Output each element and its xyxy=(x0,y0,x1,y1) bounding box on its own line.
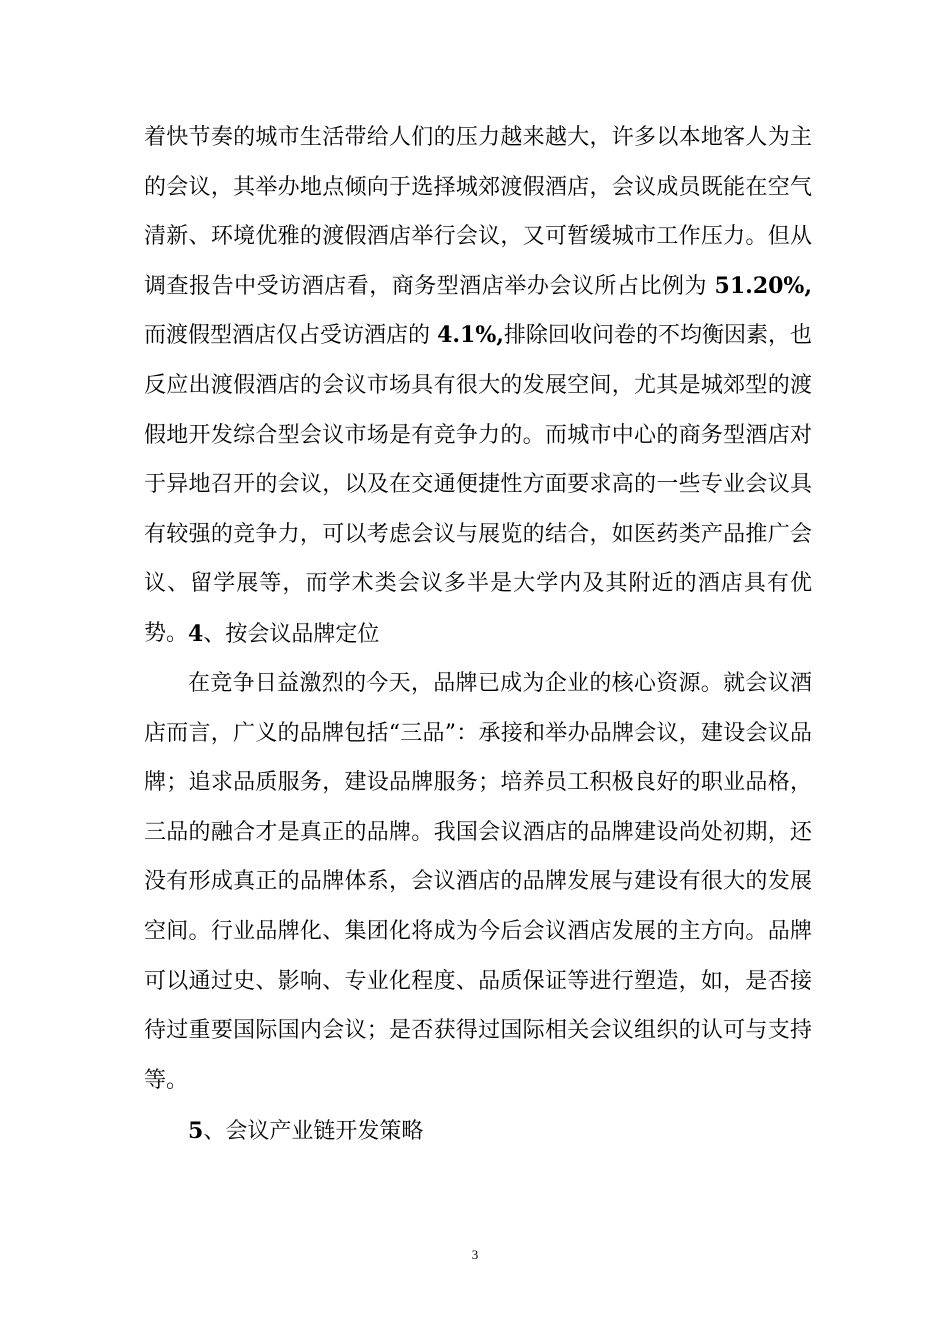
section-4-title: 、按会议品牌定位 xyxy=(203,622,380,647)
body-paragraph-1 xyxy=(144,113,812,659)
paragraph-1-text-b: 而渡假型酒店仅占受访酒店的 xyxy=(144,323,438,349)
section-4-number: 4 xyxy=(188,621,204,647)
stat-resort-hotel-share: 4.1%, xyxy=(437,322,504,349)
page-number: 3 xyxy=(471,1247,479,1262)
stat-business-hotel-share: 51.20%, xyxy=(714,272,812,299)
section-5-number: 5 xyxy=(188,1118,204,1144)
body-paragraph-2: 在竞争日益激烈的今天，品牌已成为企业的核心资源。就会议酒店而言，广义的品牌包括“三品”：承接和举办品牌会议，建设会议品牌；追求品质服务，建设品牌服务；培养员工积极良好的职业品格，三品的融合才是真正的品牌。我国会议酒店的品牌建设尚处初期，还没有形成真正的品牌体系，会议酒店的品牌发展与建设有很大的发展空间。行业品牌化、集团化将成为今后会议酒店发展的主方向。品牌可以通过史、影响、专业化程度、品质保证等进行塑造，如，是否接待过重要国际国内会议；是否获得过国际相关会议组织的认可与支持等。 xyxy=(144,671,812,1093)
section-heading-4 xyxy=(188,610,379,660)
section-heading-5 xyxy=(188,1107,423,1157)
paragraph-1-text-a: 着快节奏的城市生活带给人们的压力越来越大，许多以本地客人为主的会议，其举办地点倾向于选择城郊渡假酒店，会议成员既能在空气清新、环境优雅的渡假酒店举行会议，又可暂缓城市工作压力。但从调查报告中受访酒店看，商务型酒店举办会议所占比例为 xyxy=(144,125,812,299)
section-5-title: 、会议产业链开发策略 xyxy=(203,1119,424,1144)
paragraph-1-text-c: 排除回收问卷的不均衡因素，也反应出渡假酒店的会议市场具有很大的发展空间，尤其是城郊型的渡假地开发综合型会议市场是有竞争力的。而城市中心的商务型酒店对于异地召开的会议，以及在交通便捷性方面要求高的一些专业会议具有较强的竞争力，可以考虑会议与展览的结合，如医药类产品推广会议、留学展等，而学术类会议多半是大学内及其附近的酒店具有优势。 xyxy=(144,323,812,646)
